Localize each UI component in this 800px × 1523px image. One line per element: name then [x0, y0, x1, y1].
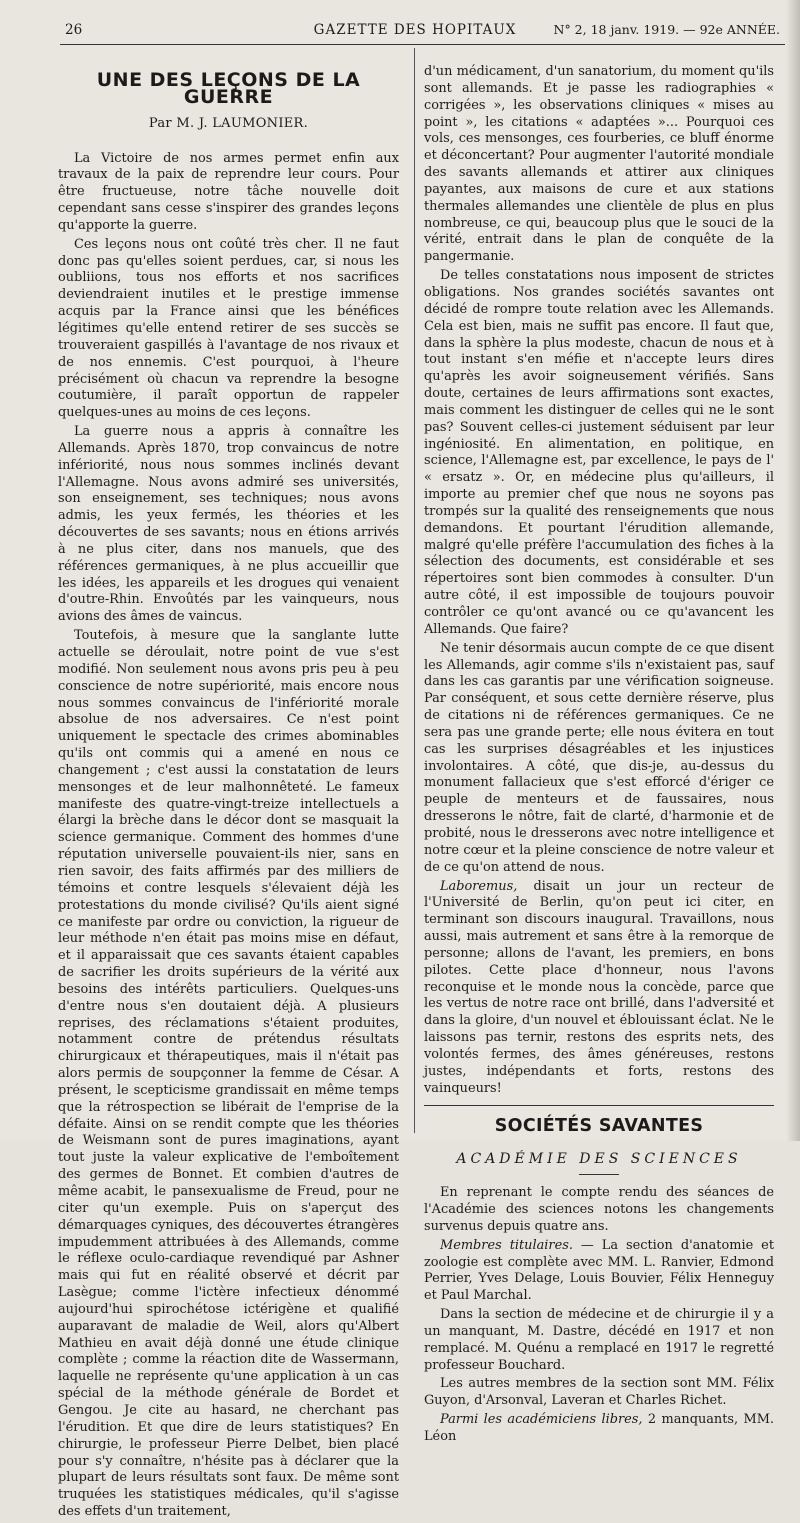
- paragraph: De telles constatations nous imposent de strictes obligations. Nos grandes sociétés savantes ont décidé de rompre toute relation avec les Allemands. Cela est bien, mais ne suffit pas encore. Il faut que, dans la sphère la plus modeste, chacun de nous et à tout instant s'en méfie et n'accepte leurs dires qu'après les avoir soigneusement vérifiés. Sans doute, certaines de leurs affirmations sont exactes, mais comment les distinguer de celles qui ne le sont pas? Souvent celles-ci justement séduisent par leur ingéniosité. En alimentation, en politique, en science, l'Allemagne est, par excellence, le pays de l' « ersatz ». Or, en médecine plus qu'ailleurs, il importe au premier chef que nous ne soyons pas trompés sur la qualité des renseignements que nous demandons. Et pourtant l'érudition allemande, malgré qu'elle préfère l'accumulation des fiches à la sélection des documents, est considérable et ses répertoires sont bien commodes à consulter. D'un autre côté, il est impossible de toujours pouvoir contrôler ce qu'ont avancé ou ce qu'avancent les Allemands. Que faire?: [424, 268, 774, 637]
- paragraph-membres: [424, 1238, 774, 1305]
- section-subtitle: ACADÉMIE DES SCIENCES: [456, 1151, 742, 1168]
- libres-lead: Parmi les académiciens libres,: [440, 1412, 643, 1428]
- column-divider: [414, 48, 415, 1133]
- page-number: 26: [65, 22, 83, 38]
- paragraph: d'un médicament, d'un sanatorium, du moment qu'ils sont allemands. Et je passe les radiographies « corrigées », les observations cliniques « mises au point », les citations « adaptées »... Pourquoi ces vols, ces mensonges, ces fourberies, ce bluff énorme et déconcertant? Pour augmenter l'autorité mondiale des savants allemands et attirer aux cliniques payantes, aux maisons de cure et aux stations thermales allemandes une clientèle de plus en plus nombreuse, ce qui, beaucoup plus que le souci de la vérité, entrait dans le plan de conquête de la pangermanie.: [424, 64, 774, 265]
- laboremus-lead: Laboremus,: [440, 878, 518, 894]
- section-rule: [424, 1105, 774, 1106]
- right-column: [424, 64, 774, 1448]
- header-rule: [60, 44, 785, 45]
- article-title: UNE DES LEÇONS DE LA GUERRE: [96, 69, 361, 108]
- section-title: SOCIÉTÉS SAVANTES: [494, 1116, 704, 1137]
- paragraph: Ne tenir désormais aucun compte de ce que disent les Allemands, agir comme s'ils n'existaient pas, sauf dans les cas garantis par une vérification soigneuse. Par conséquent, et sous cette dernière réserve, plus de citations ni de références germaniques. Ce ne sera pas une grande perte; elle nous évitera en tout cas les surprises désagréables et les injustices involontaires. A côté, que dis-je, au-dessus du monument fallacieux que s'est efforcé d'ériger ce peuple de menteurs et de faussaires, nous dresserons le nôtre, fait de clarté, d'harmonie et de probité, nous le dresserons avec notre intelligence et notre cœur et la pleine conscience de notre valeur et de ce qu'on attend de nous.: [424, 640, 774, 875]
- libres-text: 2 manquants, MM. Léon: [424, 1412, 775, 1444]
- left-column: [58, 64, 399, 1523]
- membres-text: — La section d'anatomie et zoologie est complète avec MM. L. Ranvier, Edmond Perrier, Yves Delage, Louis Bouvier, Félix Henneguy et Paul Marchal.: [424, 1237, 774, 1304]
- paragraph: Ces leçons nous ont coûté très cher. Il ne faut donc pas qu'elles soient perdues, car, si nous les oubliions, tous nos efforts et nos sacrifices deviendraient inutiles et le prestige immense acquis par la France ainsi que les bénéfices légitimes qu'elle entend retirer de ses succès se trouveraient gaspillés à l'avantage de nos rivaux et de nos ennemis. C'est pourquoi, à l'heure précisément où chacun va reprendre la besogne coutumière, il paraît opportun de rappeler quelques-unes au moins de ces leçons.: [58, 236, 399, 421]
- paragraph: Les autres membres de la section sont MM. Félix Guyon, d'Arsonval, Laveran et Charles Richet.: [424, 1376, 774, 1409]
- page-edge-shadow: [786, 0, 800, 1141]
- paragraph: Dans la section de médecine et de chirurgie il y a un manquant, M. Dastre, décédé en 1917 et non remplacé. M. Quénu a remplacé en 1917 le regretté professeur Bouchard.: [424, 1307, 774, 1373]
- paragraph: La Victoire de nos armes permet enfin aux travaux de la paix de reprendre leur cours. Pour être fructueuse, notre tâche nouvelle doit cependant sans cesse s'inspirer des grandes leçons qu'apporte la guerre.: [58, 150, 399, 233]
- page-header: [50, 20, 780, 42]
- membres-lead: Membres titulaires.: [440, 1237, 573, 1253]
- paragraph-laboremus: [424, 879, 774, 1098]
- laboremus-text: disait un jour un recteur de l'Université de Berlin, qu'on peut ici citer, en terminant son discours inaugural. Travaillons, nous aussi, mais autrement et sans être à la remorque de personne; allons de l'avant, les premiers, en bons pilotes. Cette place d'honneur, nous l'avons reconquise et le monde nous la concède, parce que les vertus de notre race ont brillé, dans l'adversité et dans la gloire, d'un nouvel et éblouissant éclat. Ne le laissons pas ternir, restons des esprits nets, des volontés fermes, des âmes généreuses, restons justes, indépendants et forts, restons des vainqueurs!: [424, 878, 774, 1096]
- paragraph-libres: [424, 1412, 774, 1446]
- issue-info: N° 2, 18 janv. 1919. — 92e ANNÉE.: [553, 22, 780, 37]
- paragraph: En reprenant le compte rendu des séances de l'Académie des sciences notons les changements survenus depuis quatre ans.: [424, 1185, 774, 1234]
- subtitle-dash: [579, 1174, 619, 1175]
- journal-title: GAZETTE DES HOPITAUX: [313, 22, 517, 38]
- paragraph: La guerre nous a appris à connaître les Allemands. Après 1870, trop convaincus de notre infériorité, nous nous sommes inclinés devant l'Allemagne. Nous avons admiré ses universités, son enseignement, ses techniques; nous avons admis, les yeux fermés, les théories et les découvertes de ses savants; nous en étions arrivés à ne plus citer, dans nos manuels, que des références germaniques, à ne plus accueillir que les idées, les appareils et les drogues qui venaient d'outre-Rhin. Envoûtés par les vainqueurs, nous avions des âmes de vaincus.: [58, 424, 399, 625]
- article-author: Par M. J. LAUMONIER.: [148, 115, 309, 131]
- paragraph: Toutefois, à mesure que la sanglante lutte actuelle se déroulait, notre point de vue s'est modifié. Non seulement nous avons pris peu à peu conscience de notre supériorité, mais encore nous nous sommes convaincus de l'infériorité morale absolue de nos adversaires. Ce n'est point uniquement le spectacle des crimes abominables qu'ils ont commis qui a amené en nous ce changement ; c'est aussi la constatation de leurs mensonges et de leur malhonnêteté. Le fameux manifeste des quatre-vingt-treize intellectuels a élargi la brèche dans le décor dont se masquait la science germanique. Comment des hommes d'une réputation universelle pouvaient-ils nier, sans en rien savoir, des faits affirmés par des milliers de témoins et contre lesquels s'élevaient déjà les protestations du monde civilisé? Qu'ils aient signé ce manifeste par ordre ou conviction, la rigueur de leur méthode n'en était pas moins mise en défaut, et il apparaissait que ces savants étaient capables de sacrifier les droits supérieurs de la vérité aux besoins des intérêts particuliers. Quelques-uns d'entre nous s'en doutaient déjà. A plusieurs reprises, des réclamations s'étaient produites, notamment contre de prétendus résultats chirurgicaux et thérapeutiques, mais il n'était pas alors permis de soupçonner la femme de César. A présent, le scepticisme grandissait en même temps que la rétrospection se libérait de l'emprise de la défaite. Ainsi on se rendit compte que les théories de Weismann sont de pures imaginations, ayant tout juste la valeur explicative de l'emboîtement des germes de Bonnet. Et combien d'autres de même acabit, le pansexualisme de Freud, pour ne citer qu'un exemple. Puis on s'aperçut des démarquages cyniques, des découvertes étrangères impudemment attribuées à des Allemands, comme le réflexe oculo-cardiaque revendiqué par Ashner mais qui fut en réalité observé et décrit par Lasègue; comme l'ictère infectieux dénommé aujourd'hui spirochétose ictérigène et qualifié auparavant de maladie de Weil, alors qu'Albert Mathieu en avait déjà donné une étude clinique complète ; comme la réaction dite de Wassermann, laquelle ne représente qu'une application à un cas spécial de la méthode générale de Bordet et Gengou. Je cite au hasard, ne cherchant pas l'érudition. Et que dire de leurs statistiques? En chirurgie, le professeur Pierre Delbet, bien placé pour s'y connaître, n'hésite pas à déclarer que la plupart de leurs résultats sont faux. De même sont truquées les statistiques médicales, qu'il s'agisse des effets d'un traitement,: [58, 628, 399, 1520]
